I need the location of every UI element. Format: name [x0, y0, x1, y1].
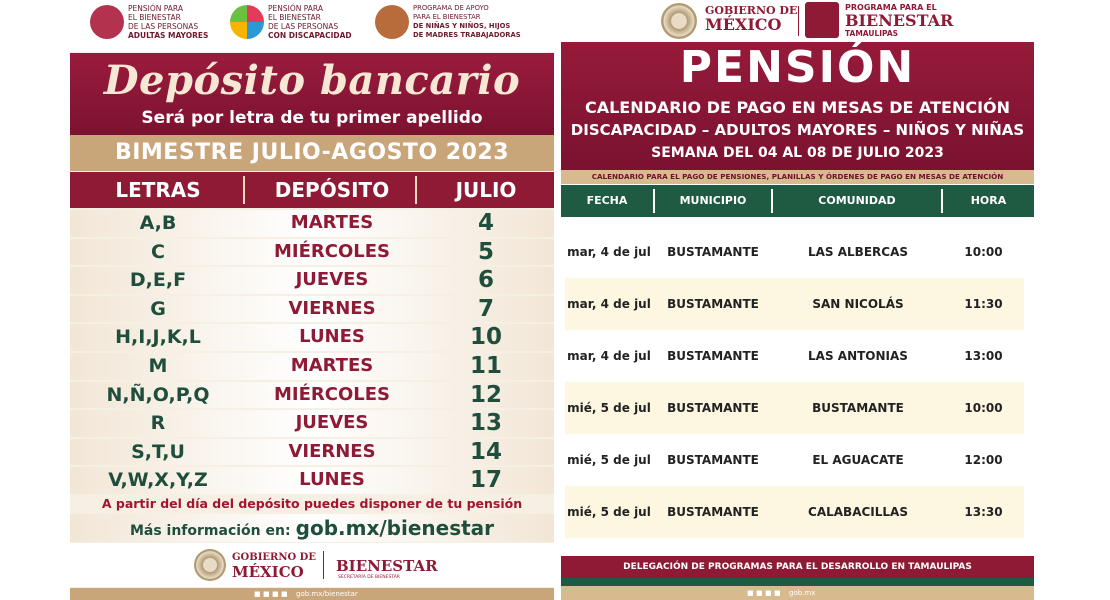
program-line: DE NIÑAS Y NIÑOS, HIJOS: [413, 22, 511, 30]
mother-children-icon: [375, 5, 409, 39]
letters-cell: G: [150, 297, 166, 320]
mexico-seal-icon: [661, 3, 697, 39]
header-deposito: DEPÓSITO: [274, 178, 390, 202]
program-discapacidad: [230, 4, 352, 40]
more-info-link[interactable]: gob.mx/bienestar: [295, 516, 495, 540]
municipio-cell: BUSTAMANTE: [667, 401, 759, 415]
date-cell: mar, 4 de jul: [567, 349, 651, 363]
bienestar-logo-icon: [805, 2, 839, 38]
date-cell: mié, 5 de jul: [567, 453, 651, 467]
gob-line1: GOBIERNO DE: [232, 552, 316, 563]
date-cell: 11: [469, 352, 502, 379]
categories-line: DISCAPACIDAD – ADULTOS MAYORES – NIÑOS Y NIÑAS: [570, 121, 1025, 139]
instagram-icon[interactable]: ■: [272, 590, 279, 598]
footer-url[interactable]: gob.mx: [789, 589, 816, 597]
program-line: CON DISCAPACIDAD: [268, 31, 352, 40]
day-cell: MARTES: [290, 212, 374, 233]
program-label: PROGRAMA PARA EL: [845, 3, 937, 12]
comunidad-cell: LAS ANTONIAS: [808, 349, 908, 363]
program-line: PENSIÓN PARA: [128, 4, 183, 13]
youtube-icon[interactable]: ■: [281, 590, 288, 598]
program-logos-bar: [70, 0, 554, 52]
table-row: [70, 439, 554, 466]
hora-cell: 12:00: [964, 453, 1003, 467]
youtube-icon[interactable]: ■: [774, 589, 781, 597]
table-row: [70, 410, 554, 437]
page-subtitle: Será por letra de tu primer apellido: [141, 108, 483, 128]
deposit-table: [70, 210, 554, 496]
date-cell: mar, 4 de jul: [567, 245, 651, 259]
table-caption: CALENDARIO PARA EL PAGO DE PENSIONES, PLANILLAS Y ÓRDENES DE PAGO EN MESAS DE ATENCIÓN: [561, 170, 1034, 184]
date-cell: mié, 5 de jul: [567, 505, 651, 519]
table-row: [565, 278, 1024, 330]
hora-cell: 10:00: [964, 401, 1003, 415]
letters-cell: C: [151, 240, 165, 263]
table-row: [70, 296, 554, 323]
letters-cell: N,Ñ,O,P,Q: [106, 383, 210, 406]
date-cell: 12: [469, 381, 502, 408]
table-row: [70, 210, 554, 237]
hora-cell: 13:30: [964, 505, 1003, 519]
day-cell: MARTES: [290, 354, 374, 376]
deposit-calendar-poster: [70, 0, 554, 600]
comunidad-cell: CALABACILLAS: [808, 505, 908, 519]
date-cell: mar, 4 de jul: [567, 297, 651, 311]
mexico-seal-icon: [194, 549, 226, 581]
table-row: [70, 353, 554, 380]
pension-schedule-poster: [561, 0, 1034, 600]
gob-line2: MÉXICO: [705, 15, 782, 34]
table-row: [70, 324, 554, 351]
more-info: [70, 514, 554, 542]
facebook-icon[interactable]: ■: [254, 590, 261, 598]
hora-cell: 10:00: [964, 245, 1003, 259]
bienestar-sub: SECRETARÍA DE BIENESTAR: [338, 575, 400, 580]
bienestar-logo-text: BIENESTAR: [845, 11, 954, 30]
week-line: SEMANA DEL 04 AL 08 DE JULIO 2023: [651, 145, 944, 161]
table-row: [70, 467, 554, 494]
hora-cell: 13:00: [964, 349, 1003, 363]
comunidad-cell: EL AGUACATE: [812, 453, 904, 467]
table-row: [565, 486, 1024, 538]
date-cell: 4: [477, 210, 494, 236]
header-logos: [561, 0, 1034, 42]
municipio-cell: BUSTAMANTE: [667, 245, 759, 259]
table-row: [565, 330, 1024, 382]
letters-cell: H,I,J,K,L: [115, 326, 201, 349]
day-cell: JUEVES: [295, 269, 369, 291]
date-cell: 13: [469, 410, 502, 437]
more-info-label: Más información en:: [129, 523, 291, 539]
program-line: DE LAS PERSONAS: [128, 22, 199, 31]
table-row: [70, 382, 554, 409]
day-cell: VIERNES: [288, 297, 376, 319]
table-row: [565, 434, 1024, 486]
hora-cell: 11:30: [964, 297, 1003, 311]
letters-cell: S,T,U: [131, 440, 185, 463]
letters-cell: R: [150, 412, 166, 435]
footer-band: [561, 586, 1034, 600]
date-cell: 17: [469, 467, 502, 494]
date-cell: 6: [477, 267, 494, 294]
title-band: [70, 53, 554, 135]
page-title: PENSIÓN: [679, 42, 916, 93]
municipio-cell: BUSTAMANTE: [667, 349, 759, 363]
letters-cell: V,W,X,Y,Z: [108, 469, 208, 492]
comunidad-cell: BUSTAMANTE: [812, 401, 904, 415]
twitter-icon[interactable]: ■: [263, 590, 270, 598]
date-cell: 7: [477, 295, 494, 322]
program-line: PROGRAMA DE APOYO: [413, 4, 489, 12]
page-title: Depósito bancario: [103, 57, 521, 104]
program-line: EL BIENESTAR: [268, 13, 321, 22]
program-adultos-mayores: [90, 4, 208, 40]
day-cell: JUEVES: [295, 412, 369, 434]
program-line: DE LAS PERSONAS: [268, 22, 339, 31]
footer-url[interactable]: gob.mx/bienestar: [296, 590, 358, 598]
day-cell: LUNES: [299, 469, 365, 491]
table-row: [565, 382, 1024, 434]
header-julio: JULIO: [455, 178, 517, 202]
program-line: PARA EL BIENESTAR: [413, 13, 481, 21]
program-line: PENSIÓN PARA: [268, 4, 323, 13]
schedule-table: [561, 226, 1034, 538]
delegation-banner: DELEGACIÓN DE PROGRAMAS PARA EL DESARROLLO EN TAMAULIPAS: [561, 556, 1034, 578]
municipio-cell: BUSTAMANTE: [667, 505, 759, 519]
title-band: [561, 42, 1034, 170]
header-hora: HORA: [970, 194, 1007, 207]
header-comunidad: COMUNIDAD: [818, 194, 896, 207]
header-municipio: MUNICIPIO: [679, 194, 747, 207]
comunidad-cell: SAN NICOLÁS: [812, 297, 904, 311]
deposit-note: A partir del día del depósito puedes disponer de tu pensión: [101, 496, 523, 511]
day-cell: LUNES: [299, 326, 365, 348]
divider: [323, 551, 324, 579]
divider: [415, 176, 417, 204]
date-cell: mié, 5 de jul: [567, 401, 651, 415]
day-cell: VIERNES: [288, 440, 376, 462]
table-row: [70, 239, 554, 266]
table-row: [70, 267, 554, 294]
table-row: [565, 226, 1024, 278]
footer-logos: [70, 543, 554, 587]
program-line: EL BIENESTAR: [128, 13, 181, 22]
letters-cell: A,B: [139, 212, 177, 234]
table-header: [561, 185, 1034, 217]
page-subtitle: CALENDARIO DE PAGO EN MESAS DE ATENCIÓN: [584, 98, 1011, 117]
gob-line2: MÉXICO: [232, 563, 304, 581]
letters-cell: D,E,F: [129, 269, 187, 292]
day-cell: MIÉRCOLES: [273, 240, 390, 262]
date-cell: 10: [469, 324, 502, 351]
header-letras: LETRAS: [115, 178, 201, 202]
program-line: DE MADRES TRABAJADORAS: [413, 31, 521, 39]
green-stripe: [561, 578, 1034, 586]
bienestar-logo-text: BIENESTAR: [336, 557, 438, 575]
bimestre-banner: BIMESTRE JULIO-AGOSTO 2023: [70, 135, 554, 171]
header-fecha: FECHA: [586, 194, 628, 207]
divider: [243, 176, 245, 204]
comunidad-cell: LAS ALBERCAS: [807, 245, 908, 259]
day-cell: MIÉRCOLES: [273, 383, 390, 405]
municipio-cell: BUSTAMANTE: [667, 297, 759, 311]
twitter-icon[interactable]: ■: [756, 589, 763, 597]
instagram-icon[interactable]: ■: [765, 589, 772, 597]
municipio-cell: BUSTAMANTE: [667, 453, 759, 467]
divider: [798, 6, 799, 36]
program-ninas-ninos: [375, 4, 521, 40]
disability-symbols-icon: [230, 5, 264, 39]
tamaulipas-label: TAMAULIPAS: [845, 29, 899, 38]
footer-band: [70, 588, 554, 600]
program-line: ADULTAS MAYORES: [128, 31, 209, 40]
facebook-icon[interactable]: ■: [747, 589, 754, 597]
table-header: [70, 172, 554, 208]
date-cell: 5: [477, 238, 494, 265]
letters-cell: M: [148, 354, 168, 377]
elderly-people-icon: [90, 5, 124, 39]
gob-line1: GOBIERNO DE: [705, 4, 798, 17]
date-cell: 14: [469, 438, 502, 465]
